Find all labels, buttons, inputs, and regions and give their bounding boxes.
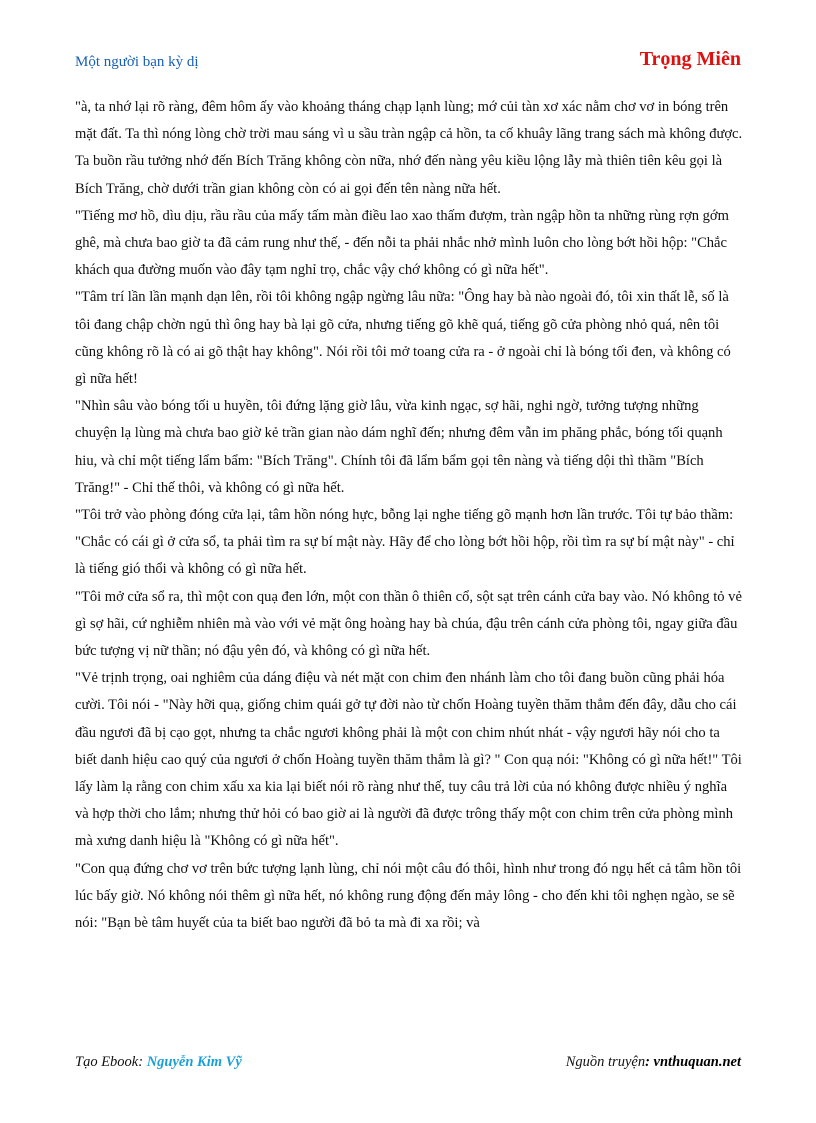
paragraph: "Tôi mở cửa sổ ra, thì một con quạ đen lớn, một con thần ô thiên cổ, sột sạt trên cánh cửa bay vào. Nó không tỏ vẻ gì sợ hãi, cứ nghiễm nhiên mà vào với vẻ mặt ông hoàng hay bà chúa, đậu trên cánh cửa phòng tôi, ngay giữa đầu bức tượng vị nữ thần; nó đậu yên đó, và không có gì nữa hết.	[75, 588, 742, 660]
paragraph: "Tôi trở vào phòng đóng cửa lại, tâm hồn nóng hực, bỗng lại nghe tiếng gõ mạnh hơn lần trước. Tôi tự bảo thầm: "Chắc có cái gì ở cửa sổ, ta phải tìm ra sự bí mật này. Hãy để cho lòng bớt hồi hộp, rồi tìm ra sự bí mật này" - chỉ là tiếng gió thổi và không có gì nữa hết.	[75, 507, 735, 578]
paragraph: "à, ta nhớ lại rõ ràng, đêm hôm ấy vào khoảng tháng chạp lạnh lùng; mớ củi tàn xơ xác nằm chơ vơ in bóng trên mặt đất. Ta thì nóng lòng chờ trời mau sáng vì u sầu tràn ngập cả hồn, ta cố khuây lãng trang sách mà không được. Ta buồn rầu tưởng nhớ đến Bích Trăng không còn nữa, nhớ đến nàng yêu kiều lộng lẫy mà thiên tiên kêu gọi là Bích Trăng, chờ dưới trần gian không còn có ai gọi đến tên nàng nữa hết.	[75, 99, 743, 197]
ebook-separator: :	[138, 1054, 147, 1070]
source-link[interactable]: vnthuquan.net	[653, 1054, 741, 1070]
paragraph: "Tiếng mơ hồ, dìu dịu, rầu rầu của mấy tấm màn điều lao xao thấm đượm, tràn ngập hồn ta những rùng rợn gớm ghê, mà chưa bao giờ ta đã cảm rung như thế, - đến nỗi ta phải nhắc nhở mình luôn cho lòng bớt hồi hộp: "Chắc khách qua đường muốn vào đây tạm nghỉ trọ, chắc vậy chớ không có gì nữa hết".	[75, 207, 729, 279]
ebook-creator-name: Nguyễn Kim Vỹ	[146, 1054, 242, 1070]
source-credit	[566, 1054, 741, 1071]
author-name: Trọng Miên	[639, 48, 741, 70]
source-label: Nguồn truyện	[565, 1054, 646, 1070]
book-title: Một người bạn kỳ dị	[75, 54, 199, 70]
page-header	[75, 48, 741, 78]
paragraph: "Vẻ trịnh trọng, oai nghiêm của dáng điệu và nét mặt con chim đen nhánh làm cho tôi đang buồn cũng phải hóa cười. Tôi nói - "Này hỡi quạ, giống chim quái gở tự đời nào từ chốn Hoàng tuyền thăm thẳm đến đây, dẫu cho cái đầu ngươi đã bị cạo gọt, nhưng ta chắc ngươi không phải là một con chim nhút nhát - vậy ngươi hãy nói cho ta biết danh hiệu cao quý của ngươi ở chốn Hoàng tuyền thăm thẳm là gì? " Con quạ nói: "Không có gì nữa hết!" Tôi lấy làm lạ rằng con chim xấu xa kia lại biết nói rõ ràng như thế, tuy câu trả lời của nó không được nhiều ý nghĩa và hợp thời cho lắm; nhưng thử hỏi có bao giờ ai là người đã được trông thấy một con chim trên cửa phòng mình mà xưng danh hiệu là "Không có gì nữa hết".	[75, 670, 742, 850]
paragraph: "Con quạ đứng chơ vơ trên bức tượng lạnh lùng, chỉ nói một câu đó thôi, hình như trong đó ngụ hết cả tâm hồn tôi lúc bấy giờ. Nó không nói thêm gì nữa hết, nó không rung động đến mảy lông - cho đến khi tôi nghẹn ngào, se sẽ nói: "Bạn bè tâm huyết của ta biết bao người đã bỏ ta mà đi xa rồi; và	[75, 860, 742, 932]
page-body	[75, 94, 743, 937]
ebook-credit	[75, 1054, 242, 1071]
paragraph: "Tâm trí lần lần mạnh dạn lên, rồi tôi không ngập ngừng lâu nữa: "Ông hay bà nào ngoài đó, tôi xin thất lễ, số là tôi đang chập chờn ngủ thì ông hay bà lại gõ cửa, nhưng tiếng gõ khẽ quá, tiếng gõ cửa phòng nhỏ quá, nên tôi cũng không rõ là có ai gõ thật hay không". Nói rồi tôi mở toang cửa ra - ở ngoài chỉ là bóng tối đen, và không có gì nữa hết!	[75, 289, 731, 388]
page-footer	[75, 1054, 741, 1076]
source-separator: :	[645, 1054, 654, 1070]
paragraph: "Nhìn sâu vào bóng tối u huyền, tôi đứng lặng giờ lâu, vừa kinh ngạc, sợ hãi, nghi ngờ, tưởng tượng những chuyện lạ lùng mà chưa bao giờ kẻ trần gian nào dám nghĩ đến; nhưng đêm vẫn im phăng phắc, bóng tối quạnh hiu, và chỉ một tiếng lẩm bẩm: "Bích Trăng". Chính tôi đã lẩm bẩm gọi tên nàng và tiếng dội thì thầm "Bích Trăng!" - Chỉ thế thôi, và không có gì nữa hết.	[75, 398, 723, 496]
ebook-label: Tạo Ebook	[75, 1054, 139, 1070]
